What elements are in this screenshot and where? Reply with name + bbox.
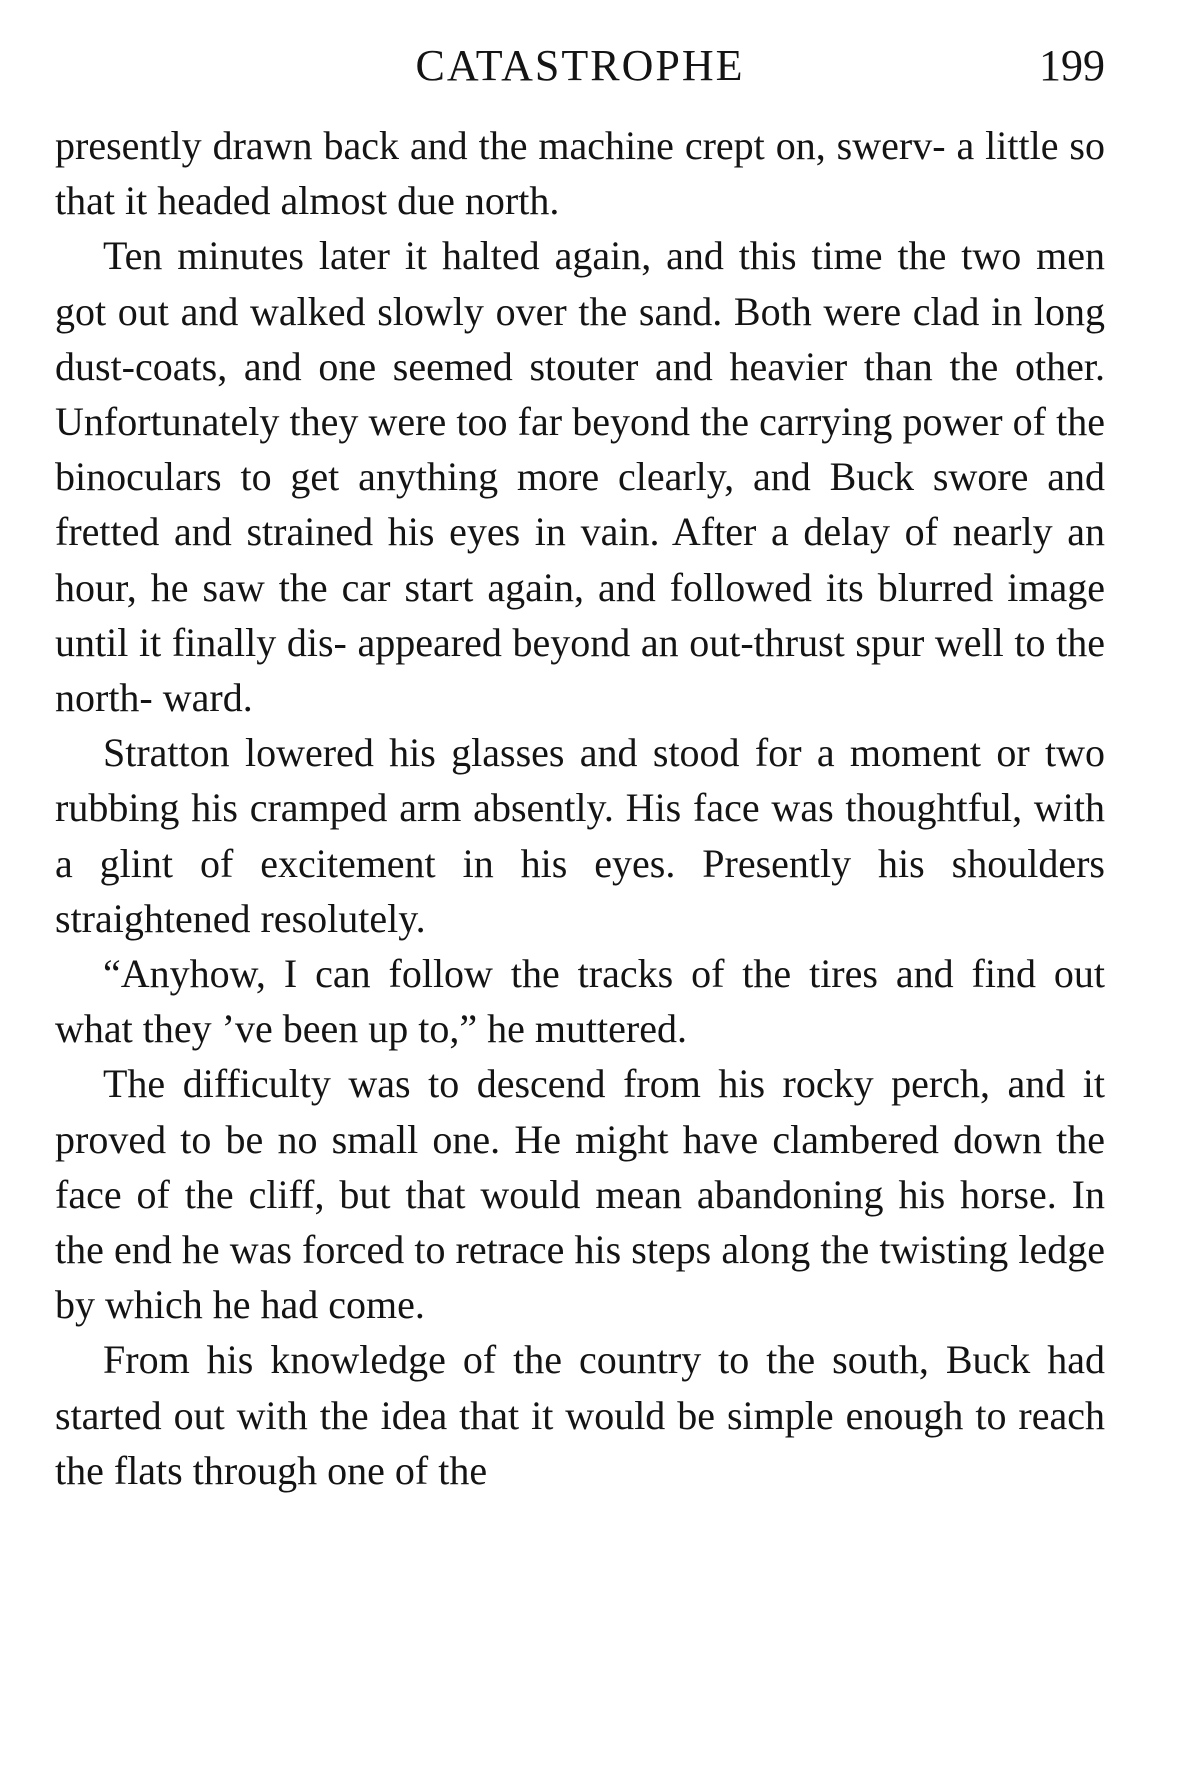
paragraph: Stratton lowered his glasses and stood for a moment or two rubbing his cramped arm absently. His face was thoughtful, with a glint of excitement in his eyes. Presently his shoulders straightened resolutely. [55,730,1105,941]
paragraph-continued: presently drawn back and the machine crept on, swerv- a little so that it headed almost due north. [55,123,1105,224]
body-text [55,118,1105,1498]
paragraph: Ten minutes later it halted again, and this time the two men got out and walked slowly over the sand. Both were clad in long dust-coats, and one seemed stouter and heavier than the other. Unfortunately they were too far beyond the carrying power of the binoculars to get anything more clearly, and Buck swore and fretted and strained his eyes in vain. After a delay of nearly an hour, he saw the car start again, and followed its blurred image until it finally dis- appeared beyond an out-thrust spur well to the north- ward. [55,233,1105,721]
page-number: 199 [1039,41,1105,90]
paragraph: The difficulty was to descend from his rocky perch, and it proved to be no small one. He might have clambered down the face of the cliff, but that would mean abandoning his horse. In the end he was forced to retrace his steps along the twisting ledge by which he had come. [55,1061,1105,1328]
paragraph: From his knowledge of the country to the south, Buck had started out with the idea that it would be simple enough to reach the flats through one of the [55,1337,1105,1493]
running-title: CATASTROPHE [415,41,745,90]
paragraph: “Anyhow, I can follow the tracks of the tires and find out what they ’ve been up to,” he muttered. [55,951,1105,1052]
running-head [55,38,1105,94]
